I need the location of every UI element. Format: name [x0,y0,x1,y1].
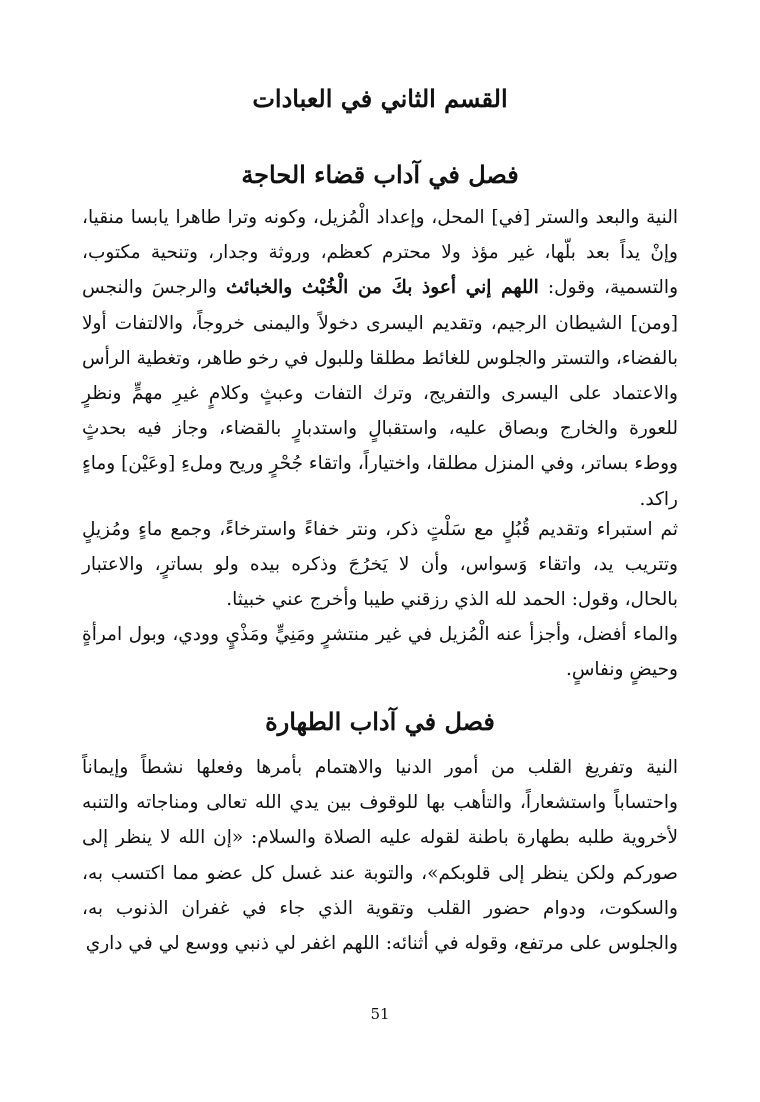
paragraph-text: النية والبعد والستر [في] المحل، وإعداد الْمُزيل، وكونه وترا طاهرا يابسا منقيا، وإنْ يداً بعد بلّها، غير مؤذ ولا محترم كعظم، وروثة وجدار، وتنحية مكتوب، والتسمية، وقول: [82,207,679,299]
paragraph: والماء أفضل، وأجزأ عنه الْمُزيل في غير منتشرٍ ومَنِيٍّ ومَذْيٍ وودي، وبول امرأةٍ وحيضٍ ونفاسٍ. [82,624,678,681]
paragraph [82,200,678,517]
supplication-text: اللهم إني أعوذ بكَ من الْخُبْث والخبائث [225,277,539,299]
paragraph-text: والرجسَ والنجس [ومن] الشيطان الرجيم، وتقديم اليسرى دخولاً واليمنى خروجاً، والالتفات أولا بالفضاء، والتستر والجلوس للغائط مطلقا وللبول في رخو طاهر، وتغطية الرأس والاعتماد على اليسرى والتفريج، وترك التفات وعبثٍ وكلامٍ غيرِ مهمٍّ ونظرٍ للعورة والخارج وبصاق عليه، واستقبالٍ واستدبارٍ بالقضاء، وجاز فيه بحدثٍ ووطء بساتر، وفي المنزل مطلقا، واختياراً، واتقاء جُحْرٍ وريح وملءِ [وعَيْن] وماءٍ راكد. [82,277,678,510]
paragraph: ثم استبراء وتقديم قُبُلٍ مع سَلْتٍ ذكر، ونتر خفاءً واسترخاءً، وجمع ماءٍ ومُزيلٍ وتتريب يد، واتقاء وَسواس، وأن لا يَخرُجَ وذكره بيده ولو بساترٍ، والاعتبار بالحال، وقول: الحمد لله الذي رزقني طيبا وأخرج عني خبيثا. [82,519,678,611]
page-number: 51 [370,1005,390,1023]
paragraph: النية وتفريغ القلب من أمور الدنيا والاهتمام بأمرها وفعلها نشطاً وإيماناً واحتساباً واستشعاراً، والتأهب بها للوقوف بين يدي الله تعالى ومناجاته والتنبه لأخروية طلبه بطهارة باطنة لقوله عليه الصلاة والسلام: «إن الله لا ينظر إلى صوركم ولكن ينظر إلى قلوبكم»، والتوبة عند غسل كل عضو مما اكتسب به، والسكوت، ودوام حضور القلب وتقوية الذي جاء في غفران الذنوب به، والجلوس على مرتفع، وقوله في أثنائه: اللهم اغفر لي ذنبي ووسع لي في داري [82,757,678,955]
section-title-purification-etiquette: فصل في آداب الطهارة [265,707,495,736]
section-title-toilet-etiquette: فصل في آداب قضاء الحاجة [241,160,519,189]
part-title: القسم الثاني في العبادات [252,84,508,113]
